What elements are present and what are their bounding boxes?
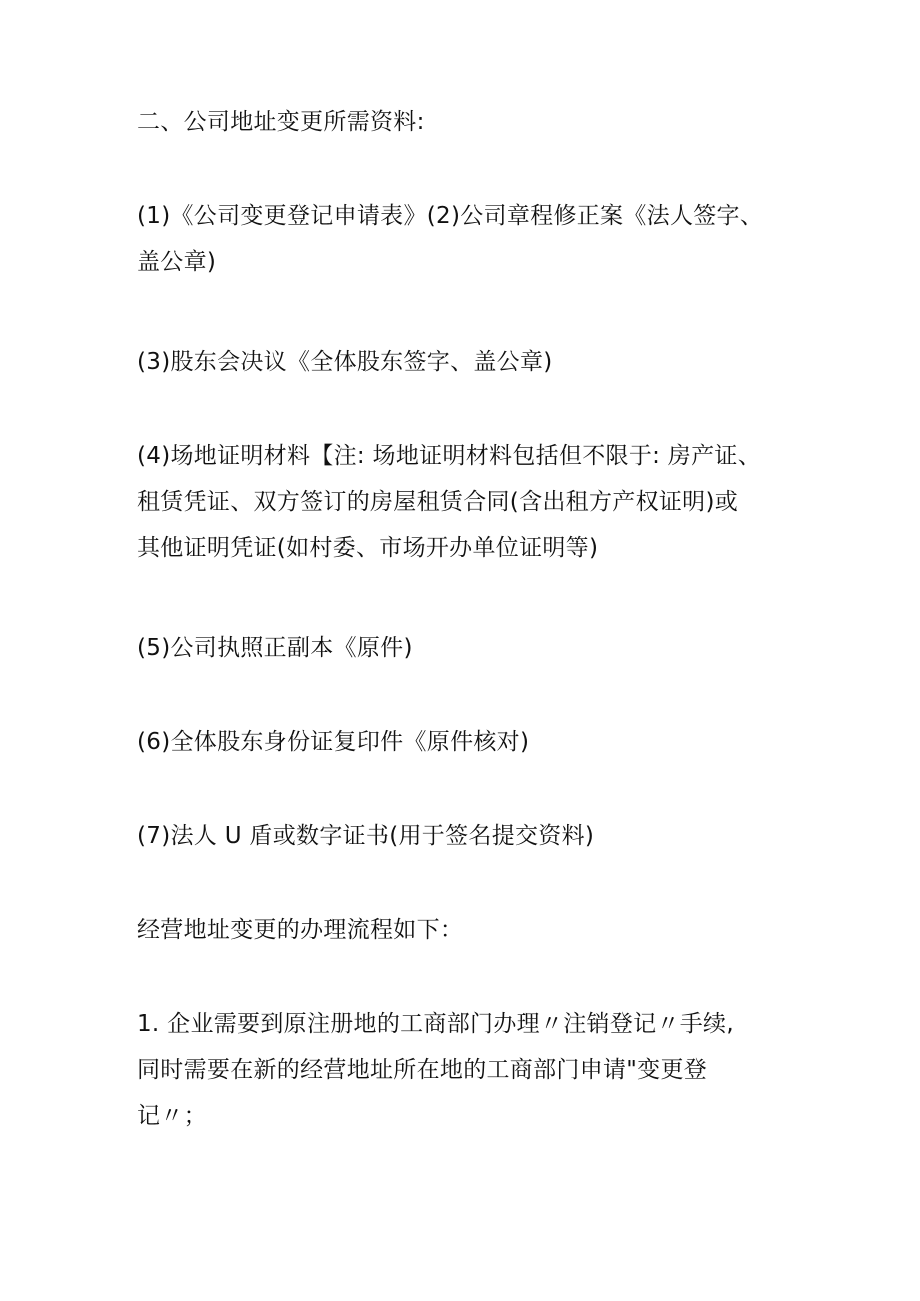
- process-step-1-line-3: 记〃；: [137, 1103, 207, 1129]
- list-item-6-text: (6)全体股东身份证复印件《原件核对): [137, 729, 530, 755]
- list-item-7-text: (7)法人 U 盾或数字证书(用于签名提交资料): [137, 823, 595, 849]
- list-item-5: [137, 625, 817, 671]
- list-item-1-2: [137, 193, 817, 285]
- list-item-3: [137, 339, 817, 385]
- section-title-text: 二、公司地址变更所需资料:: [137, 109, 425, 135]
- process-step-1-line-1: 1. 企业需要到原注册地的工商部门办理〃注销登记〃手续,: [137, 1011, 734, 1037]
- process-heading: [137, 907, 817, 953]
- section-title: [137, 99, 817, 145]
- list-item-1-2-line-1: (1)《公司变更登记申请表》(2)公司章程修正案《法人签字、: [137, 203, 764, 229]
- list-item-6: [137, 719, 817, 765]
- process-step-1: [137, 1001, 817, 1139]
- list-item-4-line-3: 其他证明凭证(如村委、市场开办单位证明等): [137, 535, 599, 561]
- list-item-4-line-2: 租赁凭证、双方签订的房屋租赁合同(含出租方产权证明)或: [137, 489, 739, 515]
- list-item-3-text: (3)股东会决议《全体股东签字、盖公章): [137, 349, 553, 375]
- list-item-1-2-line-2: 盖公章): [137, 249, 217, 275]
- process-step-1-line-2: 同时需要在新的经营地址所在地的工商部门申请"变更登: [137, 1057, 708, 1083]
- list-item-5-text: (5)公司执照正副本《原件): [137, 635, 413, 661]
- list-item-4: [137, 433, 817, 571]
- list-item-4-line-1: (4)场地证明材料【注: 场地证明材料包括但不限于: 房产证、: [137, 443, 761, 469]
- process-heading-text: 经营地址变更的办理流程如下：: [137, 917, 464, 943]
- list-item-7: [137, 813, 817, 859]
